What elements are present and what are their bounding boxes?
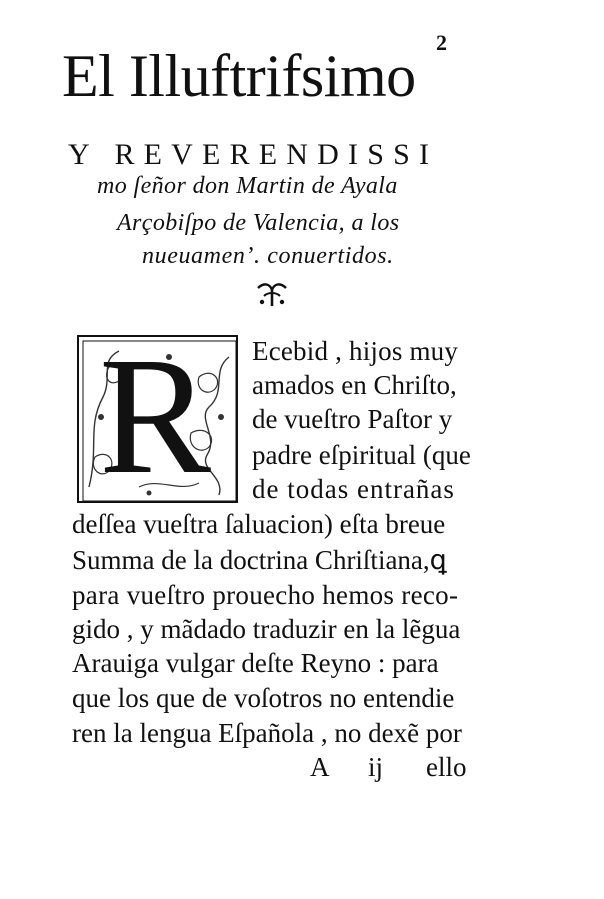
folio-number: 2 (436, 30, 447, 55)
body-line: Arauiga vulgar deſte Reyno : para (72, 648, 439, 678)
signature-mark: A (310, 752, 330, 782)
body-line: padre eſpiritual (que (252, 440, 471, 470)
body-line: Ecebid , hijos muy (252, 336, 459, 366)
body-line: de todas entrañas (252, 474, 455, 504)
italic-line: Arçobiſpo de Valencia, a los (117, 210, 400, 236)
decorated-initial (77, 323, 238, 509)
body-line: para vueſtro prouecho hemos reco- (72, 580, 459, 610)
body-line: de vueſtro Paſtor y (252, 404, 453, 434)
body-line: ren la lengua Eſpañola , no dexẽ por (72, 718, 462, 748)
body-line: amados en Chriſto, (252, 370, 457, 400)
body-line: Summa de la doctrina Chriſtiana,ꝗ (72, 545, 447, 575)
italic-line: nueuamen’. conuertidos. (142, 243, 394, 269)
signature-number: ij (368, 752, 384, 782)
fleuron-ornament-icon (254, 280, 290, 308)
drop-cap-letter: R (99, 323, 212, 509)
body-line: gido , y mãdado traduzir en la lẽgua (72, 614, 461, 644)
body-line: que los que de voſotros no entendie (72, 683, 455, 713)
body-line: deſſea vueſtra ſaluacion) eſta breue (72, 509, 446, 539)
caps-line: Y REVERENDISSI (68, 138, 439, 171)
italic-line: mo ſeñor don Martin de Ayala (97, 173, 398, 199)
catchword: ello (426, 752, 467, 782)
page-title: El Illuftrifsimo (62, 43, 416, 109)
